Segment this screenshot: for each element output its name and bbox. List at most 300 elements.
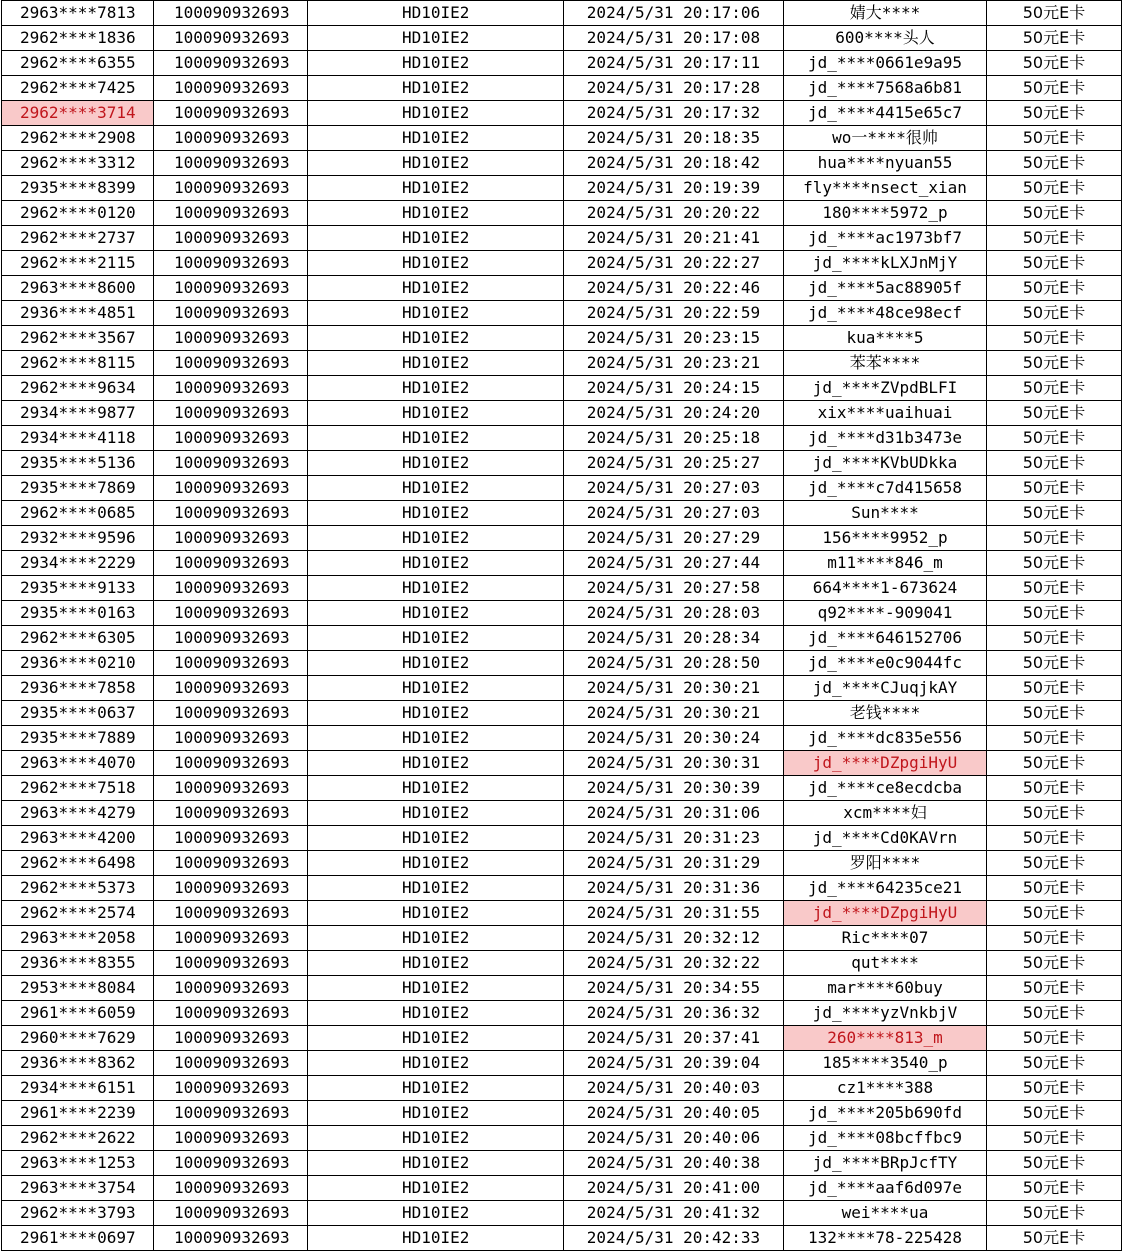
order-id-cell: 2961****0697 bbox=[2, 1226, 154, 1251]
user-name-cell: wei****ua bbox=[784, 1201, 987, 1226]
timestamp-cell: 2024/5/31 20:17:32 bbox=[564, 101, 784, 126]
table-row bbox=[2, 1051, 1122, 1076]
timestamp-cell: 2024/5/31 20:30:21 bbox=[564, 701, 784, 726]
order-id-cell: 2962****9634 bbox=[2, 376, 154, 401]
coupon-code-cell: HD10IE2 bbox=[308, 151, 564, 176]
prize-cell: 50元E卡 bbox=[987, 1201, 1122, 1226]
user-name-cell: jd_****dc835e556 bbox=[784, 726, 987, 751]
sku-cell: 100090932693 bbox=[154, 851, 308, 876]
table-row bbox=[2, 901, 1122, 926]
coupon-code-cell: HD10IE2 bbox=[308, 401, 564, 426]
table-row bbox=[2, 426, 1122, 451]
table-row bbox=[2, 1176, 1122, 1201]
coupon-code-cell: HD10IE2 bbox=[308, 1051, 564, 1076]
prize-cell: 50元E卡 bbox=[987, 1126, 1122, 1151]
sku-cell: 100090932693 bbox=[154, 976, 308, 1001]
table-row bbox=[2, 476, 1122, 501]
user-name-cell: jd_****kLXJnMjY bbox=[784, 251, 987, 276]
timestamp-cell: 2024/5/31 20:36:32 bbox=[564, 1001, 784, 1026]
prize-cell: 50元E卡 bbox=[987, 426, 1122, 451]
coupon-code-cell: HD10IE2 bbox=[308, 976, 564, 1001]
sku-cell: 100090932693 bbox=[154, 701, 308, 726]
coupon-code-cell: HD10IE2 bbox=[308, 26, 564, 51]
coupon-code-cell: HD10IE2 bbox=[308, 626, 564, 651]
order-id-cell: 2935****0637 bbox=[2, 701, 154, 726]
order-id-cell: 2962****1836 bbox=[2, 26, 154, 51]
coupon-code-cell: HD10IE2 bbox=[308, 476, 564, 501]
order-id-cell: 2962****2115 bbox=[2, 251, 154, 276]
coupon-code-cell: HD10IE2 bbox=[308, 676, 564, 701]
order-id-cell: 2962****6305 bbox=[2, 626, 154, 651]
prize-cell: 50元E卡 bbox=[987, 201, 1122, 226]
timestamp-cell: 2024/5/31 20:31:36 bbox=[564, 876, 784, 901]
timestamp-cell: 2024/5/31 20:32:12 bbox=[564, 926, 784, 951]
table-row bbox=[2, 126, 1122, 151]
user-name-cell: jd_****yzVnkbjV bbox=[784, 1001, 987, 1026]
table-row bbox=[2, 651, 1122, 676]
prize-cell: 50元E卡 bbox=[987, 826, 1122, 851]
prize-cell: 50元E卡 bbox=[987, 451, 1122, 476]
order-id-cell: 2962****6498 bbox=[2, 851, 154, 876]
timestamp-cell: 2024/5/31 20:21:41 bbox=[564, 226, 784, 251]
sku-cell: 100090932693 bbox=[154, 476, 308, 501]
sku-cell: 100090932693 bbox=[154, 951, 308, 976]
prize-cell: 50元E卡 bbox=[987, 601, 1122, 626]
user-name-cell: 156****9952_p bbox=[784, 526, 987, 551]
prize-cell: 50元E卡 bbox=[987, 876, 1122, 901]
prize-cell: 50元E卡 bbox=[987, 501, 1122, 526]
timestamp-cell: 2024/5/31 20:37:41 bbox=[564, 1026, 784, 1051]
timestamp-cell: 2024/5/31 20:31:23 bbox=[564, 826, 784, 851]
timestamp-cell: 2024/5/31 20:18:35 bbox=[564, 126, 784, 151]
timestamp-cell: 2024/5/31 20:20:22 bbox=[564, 201, 784, 226]
coupon-code-cell: HD10IE2 bbox=[308, 51, 564, 76]
prize-cell: 50元E卡 bbox=[987, 1076, 1122, 1101]
user-name-cell: hua****nyuan55 bbox=[784, 151, 987, 176]
coupon-code-cell: HD10IE2 bbox=[308, 76, 564, 101]
sku-cell: 100090932693 bbox=[154, 726, 308, 751]
timestamp-cell: 2024/5/31 20:28:03 bbox=[564, 601, 784, 626]
table-row bbox=[2, 176, 1122, 201]
coupon-code-cell: HD10IE2 bbox=[308, 426, 564, 451]
timestamp-cell: 2024/5/31 20:31:29 bbox=[564, 851, 784, 876]
order-id-cell: 2934****9877 bbox=[2, 401, 154, 426]
prize-cell: 50元E卡 bbox=[987, 701, 1122, 726]
prize-cell: 50元E卡 bbox=[987, 276, 1122, 301]
prize-cell: 50元E卡 bbox=[987, 401, 1122, 426]
order-id-cell: 2935****7869 bbox=[2, 476, 154, 501]
order-id-cell: 2962****2737 bbox=[2, 226, 154, 251]
sku-cell: 100090932693 bbox=[154, 376, 308, 401]
table-row bbox=[2, 101, 1122, 126]
table-row bbox=[2, 326, 1122, 351]
winners-table bbox=[1, 0, 1122, 1251]
order-id-cell: 2936****0210 bbox=[2, 651, 154, 676]
sku-cell: 100090932693 bbox=[154, 926, 308, 951]
sku-cell: 100090932693 bbox=[154, 826, 308, 851]
prize-cell: 50元E卡 bbox=[987, 1001, 1122, 1026]
order-id-cell: 2962****3793 bbox=[2, 1201, 154, 1226]
order-id-cell: 2962****0120 bbox=[2, 201, 154, 226]
timestamp-cell: 2024/5/31 20:30:39 bbox=[564, 776, 784, 801]
order-id-cell: 2962****3567 bbox=[2, 326, 154, 351]
user-name-cell: jd_****aaf6d097e bbox=[784, 1176, 987, 1201]
user-name-cell: jd_****DZpgiHyU bbox=[784, 901, 987, 926]
coupon-code-cell: HD10IE2 bbox=[308, 1001, 564, 1026]
timestamp-cell: 2024/5/31 20:40:38 bbox=[564, 1151, 784, 1176]
order-id-cell: 2962****6355 bbox=[2, 51, 154, 76]
order-id-cell: 2963****1253 bbox=[2, 1151, 154, 1176]
order-id-cell: 2934****4118 bbox=[2, 426, 154, 451]
coupon-code-cell: HD10IE2 bbox=[308, 1151, 564, 1176]
coupon-code-cell: HD10IE2 bbox=[308, 301, 564, 326]
user-name-cell: jd_****08bcffbc9 bbox=[784, 1126, 987, 1151]
timestamp-cell: 2024/5/31 20:23:21 bbox=[564, 351, 784, 376]
order-id-cell: 2932****9596 bbox=[2, 526, 154, 551]
table-row bbox=[2, 1151, 1122, 1176]
table-row bbox=[2, 401, 1122, 426]
table-row bbox=[2, 1101, 1122, 1126]
prize-cell: 50元E卡 bbox=[987, 676, 1122, 701]
timestamp-cell: 2024/5/31 20:22:46 bbox=[564, 276, 784, 301]
table-row bbox=[2, 451, 1122, 476]
table-row bbox=[2, 976, 1122, 1001]
prize-cell: 50元E卡 bbox=[987, 801, 1122, 826]
prize-cell: 50元E卡 bbox=[987, 926, 1122, 951]
user-name-cell: 260****813_m bbox=[784, 1026, 987, 1051]
table-row bbox=[2, 776, 1122, 801]
table-row bbox=[2, 51, 1122, 76]
sku-cell: 100090932693 bbox=[154, 751, 308, 776]
timestamp-cell: 2024/5/31 20:31:55 bbox=[564, 901, 784, 926]
sku-cell: 100090932693 bbox=[154, 251, 308, 276]
user-name-cell: jd_****e0c9044fc bbox=[784, 651, 987, 676]
order-id-cell: 2961****6059 bbox=[2, 1001, 154, 1026]
order-id-cell: 2936****8355 bbox=[2, 951, 154, 976]
prize-cell: 50元E卡 bbox=[987, 576, 1122, 601]
user-name-cell: fly****nsect_xian bbox=[784, 176, 987, 201]
timestamp-cell: 2024/5/31 20:23:15 bbox=[564, 326, 784, 351]
timestamp-cell: 2024/5/31 20:30:31 bbox=[564, 751, 784, 776]
coupon-code-cell: HD10IE2 bbox=[308, 376, 564, 401]
timestamp-cell: 2024/5/31 20:27:58 bbox=[564, 576, 784, 601]
order-id-cell: 2963****7813 bbox=[2, 1, 154, 26]
user-name-cell: xix****uaihuai bbox=[784, 401, 987, 426]
sku-cell: 100090932693 bbox=[154, 1226, 308, 1251]
table-row bbox=[2, 501, 1122, 526]
user-name-cell: jd_****0661e9a95 bbox=[784, 51, 987, 76]
table-row bbox=[2, 1, 1122, 26]
prize-cell: 50元E卡 bbox=[987, 76, 1122, 101]
user-name-cell: 185****3540_p bbox=[784, 1051, 987, 1076]
coupon-code-cell: HD10IE2 bbox=[308, 651, 564, 676]
user-name-cell: xcm****妇 bbox=[784, 801, 987, 826]
sku-cell: 100090932693 bbox=[154, 576, 308, 601]
table-row bbox=[2, 876, 1122, 901]
coupon-code-cell: HD10IE2 bbox=[308, 1026, 564, 1051]
order-id-cell: 2935****7889 bbox=[2, 726, 154, 751]
prize-cell: 50元E卡 bbox=[987, 151, 1122, 176]
prize-cell: 50元E卡 bbox=[987, 1026, 1122, 1051]
user-name-cell: m11****846_m bbox=[784, 551, 987, 576]
coupon-code-cell: HD10IE2 bbox=[308, 926, 564, 951]
coupon-code-cell: HD10IE2 bbox=[308, 451, 564, 476]
order-id-cell: 2934****2229 bbox=[2, 551, 154, 576]
sku-cell: 100090932693 bbox=[154, 26, 308, 51]
timestamp-cell: 2024/5/31 20:40:06 bbox=[564, 1126, 784, 1151]
timestamp-cell: 2024/5/31 20:41:32 bbox=[564, 1201, 784, 1226]
timestamp-cell: 2024/5/31 20:42:33 bbox=[564, 1226, 784, 1251]
prize-cell: 50元E卡 bbox=[987, 1151, 1122, 1176]
timestamp-cell: 2024/5/31 20:17:06 bbox=[564, 1, 784, 26]
coupon-code-cell: HD10IE2 bbox=[308, 126, 564, 151]
table-row bbox=[2, 601, 1122, 626]
user-name-cell: jd_****48ce98ecf bbox=[784, 301, 987, 326]
user-name-cell: Ric****07 bbox=[784, 926, 987, 951]
table-row bbox=[2, 1201, 1122, 1226]
user-name-cell: 罗阳**** bbox=[784, 851, 987, 876]
sku-cell: 100090932693 bbox=[154, 51, 308, 76]
table-row bbox=[2, 351, 1122, 376]
timestamp-cell: 2024/5/31 20:40:05 bbox=[564, 1101, 784, 1126]
user-name-cell: 婧大**** bbox=[784, 1, 987, 26]
prize-cell: 50元E卡 bbox=[987, 251, 1122, 276]
user-name-cell: 132****78-225428 bbox=[784, 1226, 987, 1251]
order-id-cell: 2962****5373 bbox=[2, 876, 154, 901]
order-id-cell: 2962****3312 bbox=[2, 151, 154, 176]
prize-cell: 50元E卡 bbox=[987, 1051, 1122, 1076]
coupon-code-cell: HD10IE2 bbox=[308, 1, 564, 26]
timestamp-cell: 2024/5/31 20:18:42 bbox=[564, 151, 784, 176]
prize-cell: 50元E卡 bbox=[987, 101, 1122, 126]
timestamp-cell: 2024/5/31 20:24:15 bbox=[564, 376, 784, 401]
sku-cell: 100090932693 bbox=[154, 151, 308, 176]
timestamp-cell: 2024/5/31 20:30:24 bbox=[564, 726, 784, 751]
coupon-code-cell: HD10IE2 bbox=[308, 851, 564, 876]
coupon-code-cell: HD10IE2 bbox=[308, 326, 564, 351]
prize-cell: 50元E卡 bbox=[987, 901, 1122, 926]
table-row bbox=[2, 26, 1122, 51]
table-row bbox=[2, 151, 1122, 176]
coupon-code-cell: HD10IE2 bbox=[308, 576, 564, 601]
table-row bbox=[2, 376, 1122, 401]
coupon-code-cell: HD10IE2 bbox=[308, 201, 564, 226]
user-name-cell: 664****1-673624 bbox=[784, 576, 987, 601]
timestamp-cell: 2024/5/31 20:28:50 bbox=[564, 651, 784, 676]
sku-cell: 100090932693 bbox=[154, 1201, 308, 1226]
order-id-cell: 2962****3714 bbox=[2, 101, 154, 126]
timestamp-cell: 2024/5/31 20:27:03 bbox=[564, 501, 784, 526]
user-name-cell: 600****头人 bbox=[784, 26, 987, 51]
table-row bbox=[2, 726, 1122, 751]
user-name-cell: jd_****205b690fd bbox=[784, 1101, 987, 1126]
prize-cell: 50元E卡 bbox=[987, 1101, 1122, 1126]
timestamp-cell: 2024/5/31 20:24:20 bbox=[564, 401, 784, 426]
table-row bbox=[2, 926, 1122, 951]
timestamp-cell: 2024/5/31 20:34:55 bbox=[564, 976, 784, 1001]
order-id-cell: 2935****9133 bbox=[2, 576, 154, 601]
coupon-code-cell: HD10IE2 bbox=[308, 526, 564, 551]
coupon-code-cell: HD10IE2 bbox=[308, 1076, 564, 1101]
user-name-cell: jd_****CJuqjkAY bbox=[784, 676, 987, 701]
user-name-cell: jd_****646152706 bbox=[784, 626, 987, 651]
user-name-cell: kua****5 bbox=[784, 326, 987, 351]
sku-cell: 100090932693 bbox=[154, 326, 308, 351]
timestamp-cell: 2024/5/31 20:31:06 bbox=[564, 801, 784, 826]
sku-cell: 100090932693 bbox=[154, 1026, 308, 1051]
table-row bbox=[2, 276, 1122, 301]
coupon-code-cell: HD10IE2 bbox=[308, 101, 564, 126]
coupon-code-cell: HD10IE2 bbox=[308, 351, 564, 376]
table-row bbox=[2, 1226, 1122, 1251]
table-row bbox=[2, 226, 1122, 251]
order-id-cell: 2935****0163 bbox=[2, 601, 154, 626]
coupon-code-cell: HD10IE2 bbox=[308, 826, 564, 851]
user-name-cell: qut**** bbox=[784, 951, 987, 976]
sku-cell: 100090932693 bbox=[154, 76, 308, 101]
timestamp-cell: 2024/5/31 20:19:39 bbox=[564, 176, 784, 201]
timestamp-cell: 2024/5/31 20:25:18 bbox=[564, 426, 784, 451]
prize-cell: 50元E卡 bbox=[987, 951, 1122, 976]
user-name-cell: 老钱**** bbox=[784, 701, 987, 726]
table-row bbox=[2, 951, 1122, 976]
table-row bbox=[2, 1001, 1122, 1026]
order-id-cell: 2962****2574 bbox=[2, 901, 154, 926]
table-row bbox=[2, 576, 1122, 601]
order-id-cell: 2936****4851 bbox=[2, 301, 154, 326]
timestamp-cell: 2024/5/31 20:28:34 bbox=[564, 626, 784, 651]
order-id-cell: 2962****7425 bbox=[2, 76, 154, 101]
prize-cell: 50元E卡 bbox=[987, 51, 1122, 76]
prize-cell: 50元E卡 bbox=[987, 1, 1122, 26]
prize-cell: 50元E卡 bbox=[987, 726, 1122, 751]
timestamp-cell: 2024/5/31 20:17:11 bbox=[564, 51, 784, 76]
coupon-code-cell: HD10IE2 bbox=[308, 276, 564, 301]
user-name-cell: Sun**** bbox=[784, 501, 987, 526]
sku-cell: 100090932693 bbox=[154, 1151, 308, 1176]
user-name-cell: jd_****c7d415658 bbox=[784, 476, 987, 501]
order-id-cell: 2963****8600 bbox=[2, 276, 154, 301]
coupon-code-cell: HD10IE2 bbox=[308, 901, 564, 926]
user-name-cell: jd_****DZpgiHyU bbox=[784, 751, 987, 776]
coupon-code-cell: HD10IE2 bbox=[308, 751, 564, 776]
table-row bbox=[2, 251, 1122, 276]
prize-cell: 50元E卡 bbox=[987, 526, 1122, 551]
sku-cell: 100090932693 bbox=[154, 126, 308, 151]
table-row bbox=[2, 1076, 1122, 1101]
coupon-code-cell: HD10IE2 bbox=[308, 226, 564, 251]
prize-cell: 50元E卡 bbox=[987, 476, 1122, 501]
sku-cell: 100090932693 bbox=[154, 1, 308, 26]
table-row bbox=[2, 851, 1122, 876]
table-row bbox=[2, 826, 1122, 851]
user-name-cell: 180****5972_p bbox=[784, 201, 987, 226]
sku-cell: 100090932693 bbox=[154, 101, 308, 126]
coupon-code-cell: HD10IE2 bbox=[308, 251, 564, 276]
winners-table-body bbox=[2, 1, 1122, 1251]
sku-cell: 100090932693 bbox=[154, 1176, 308, 1201]
prize-cell: 50元E卡 bbox=[987, 751, 1122, 776]
timestamp-cell: 2024/5/31 20:40:03 bbox=[564, 1076, 784, 1101]
sku-cell: 100090932693 bbox=[154, 401, 308, 426]
timestamp-cell: 2024/5/31 20:32:22 bbox=[564, 951, 784, 976]
sku-cell: 100090932693 bbox=[154, 1126, 308, 1151]
sku-cell: 100090932693 bbox=[154, 601, 308, 626]
order-id-cell: 2935****5136 bbox=[2, 451, 154, 476]
user-name-cell: jd_****ac1973bf7 bbox=[784, 226, 987, 251]
sku-cell: 100090932693 bbox=[154, 1101, 308, 1126]
sku-cell: 100090932693 bbox=[154, 901, 308, 926]
timestamp-cell: 2024/5/31 20:22:27 bbox=[564, 251, 784, 276]
sku-cell: 100090932693 bbox=[154, 501, 308, 526]
order-id-cell: 2963****4200 bbox=[2, 826, 154, 851]
coupon-code-cell: HD10IE2 bbox=[308, 951, 564, 976]
timestamp-cell: 2024/5/31 20:27:29 bbox=[564, 526, 784, 551]
prize-cell: 50元E卡 bbox=[987, 376, 1122, 401]
prize-cell: 50元E卡 bbox=[987, 226, 1122, 251]
coupon-code-cell: HD10IE2 bbox=[308, 1201, 564, 1226]
table-row bbox=[2, 801, 1122, 826]
user-name-cell: cz1****388 bbox=[784, 1076, 987, 1101]
sku-cell: 100090932693 bbox=[154, 1001, 308, 1026]
table-row bbox=[2, 76, 1122, 101]
sku-cell: 100090932693 bbox=[154, 426, 308, 451]
coupon-code-cell: HD10IE2 bbox=[308, 601, 564, 626]
timestamp-cell: 2024/5/31 20:41:00 bbox=[564, 1176, 784, 1201]
coupon-code-cell: HD10IE2 bbox=[308, 801, 564, 826]
prize-cell: 50元E卡 bbox=[987, 301, 1122, 326]
prize-cell: 50元E卡 bbox=[987, 651, 1122, 676]
table-row bbox=[2, 301, 1122, 326]
user-name-cell: jd_****ce8ecdcba bbox=[784, 776, 987, 801]
order-id-cell: 2962****8115 bbox=[2, 351, 154, 376]
sku-cell: 100090932693 bbox=[154, 1051, 308, 1076]
prize-cell: 50元E卡 bbox=[987, 851, 1122, 876]
table-row bbox=[2, 701, 1122, 726]
order-id-cell: 2962****2908 bbox=[2, 126, 154, 151]
table-row bbox=[2, 526, 1122, 551]
timestamp-cell: 2024/5/31 20:39:04 bbox=[564, 1051, 784, 1076]
order-id-cell: 2935****8399 bbox=[2, 176, 154, 201]
sku-cell: 100090932693 bbox=[154, 776, 308, 801]
user-name-cell: wo一****很帅 bbox=[784, 126, 987, 151]
sku-cell: 100090932693 bbox=[154, 876, 308, 901]
order-id-cell: 2962****7518 bbox=[2, 776, 154, 801]
order-id-cell: 2963****4070 bbox=[2, 751, 154, 776]
sku-cell: 100090932693 bbox=[154, 1076, 308, 1101]
prize-cell: 50元E卡 bbox=[987, 351, 1122, 376]
coupon-code-cell: HD10IE2 bbox=[308, 1176, 564, 1201]
user-name-cell: q92****-909041 bbox=[784, 601, 987, 626]
prize-cell: 50元E卡 bbox=[987, 626, 1122, 651]
prize-cell: 50元E卡 bbox=[987, 126, 1122, 151]
timestamp-cell: 2024/5/31 20:17:08 bbox=[564, 26, 784, 51]
sku-cell: 100090932693 bbox=[154, 551, 308, 576]
prize-cell: 50元E卡 bbox=[987, 176, 1122, 201]
coupon-code-cell: HD10IE2 bbox=[308, 1101, 564, 1126]
user-name-cell: jd_****ZVpdBLFI bbox=[784, 376, 987, 401]
order-id-cell: 2960****7629 bbox=[2, 1026, 154, 1051]
user-name-cell: jd_****5ac88905f bbox=[784, 276, 987, 301]
user-name-cell: jd_****BRpJcfTY bbox=[784, 1151, 987, 1176]
table-row bbox=[2, 1026, 1122, 1051]
user-name-cell: jd_****Cd0KAVrn bbox=[784, 826, 987, 851]
table-row bbox=[2, 201, 1122, 226]
table-row bbox=[2, 676, 1122, 701]
sku-cell: 100090932693 bbox=[154, 226, 308, 251]
sku-cell: 100090932693 bbox=[154, 626, 308, 651]
user-name-cell: jd_****KVbUDkka bbox=[784, 451, 987, 476]
